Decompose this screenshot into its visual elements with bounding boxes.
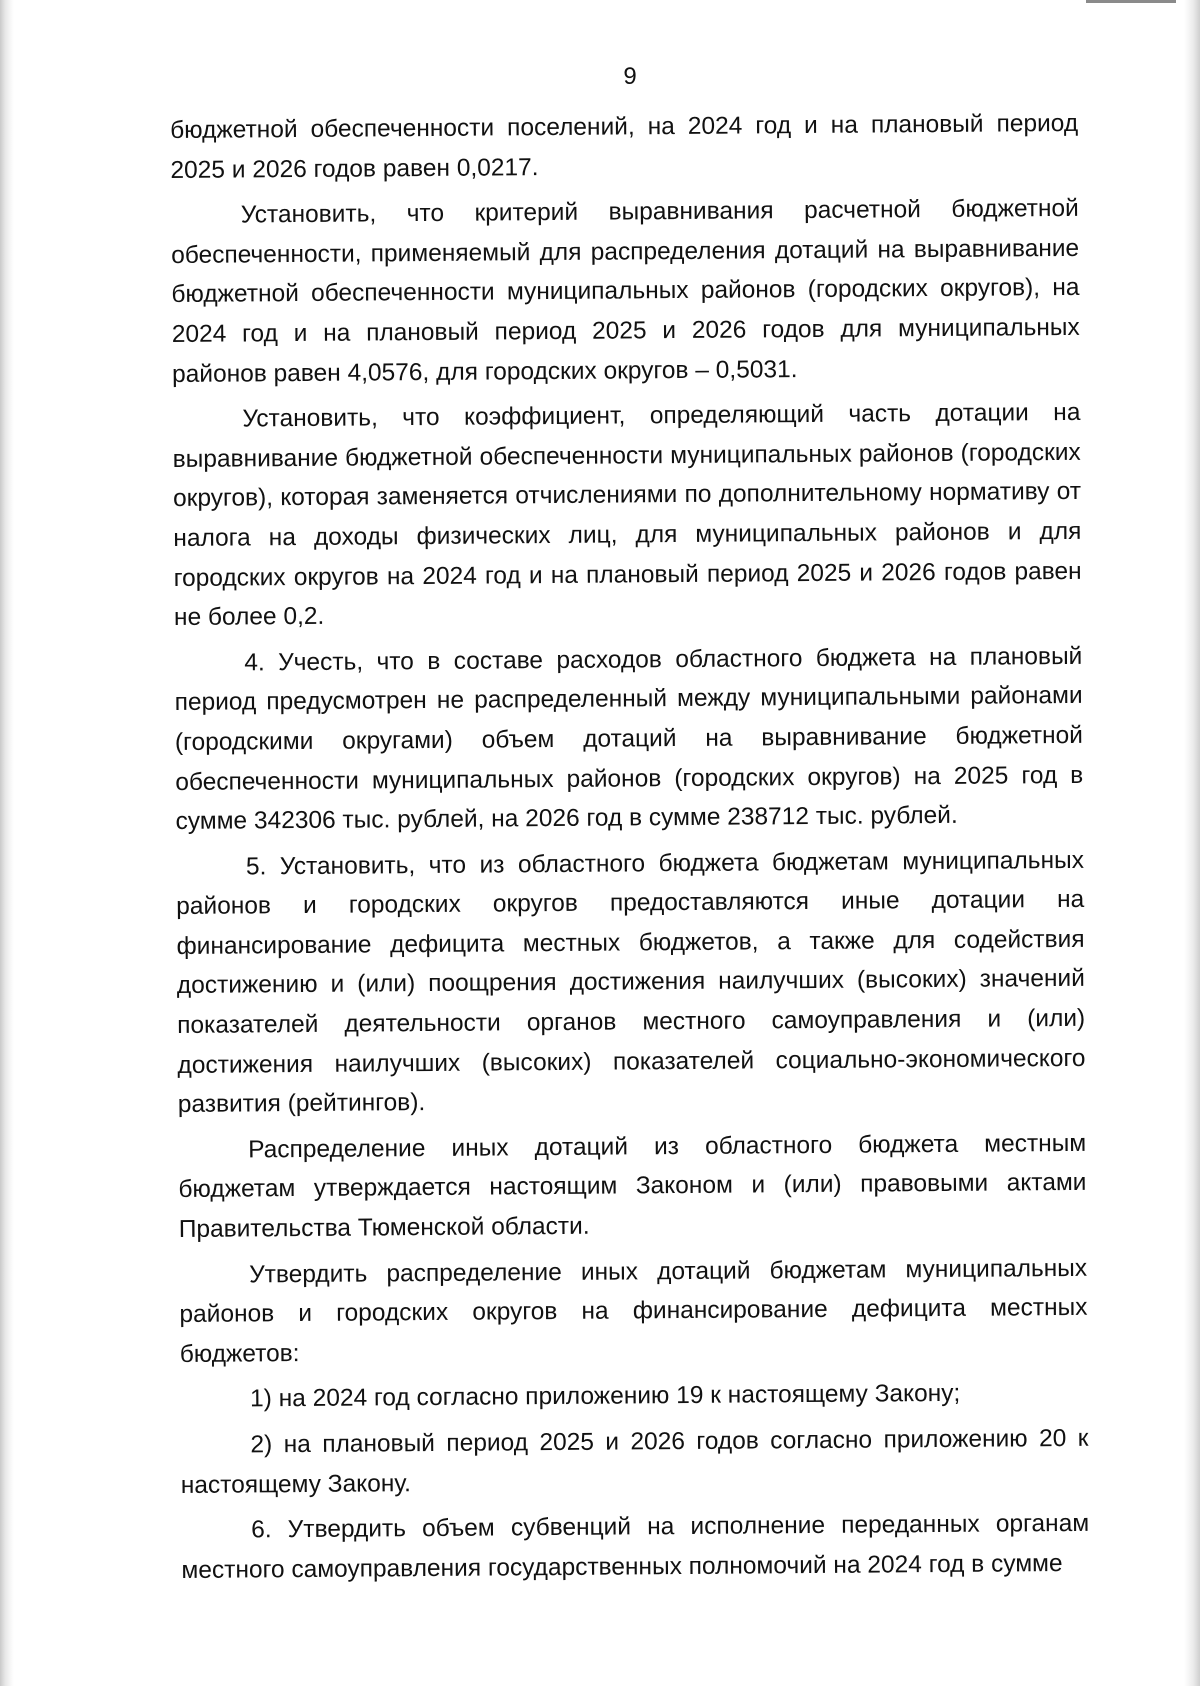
paragraph-criterion: Установить, что критерий выравнивания расчетной бюджетной обеспеченности, применяемый для распределения дотаций на выравнивание бюджетной обеспеченности муниципальных районов (городских округов), на 2024 год и на плановый период 2025 и 2026 годов для муниципальных районов равен 4,0576, для городских округов – 0,5031. [171, 195, 1080, 388]
scan-shadow-left [0, 0, 14, 1686]
page-number: 9 [623, 63, 637, 90]
paragraph-continuation: бюджетной обеспеченности поселений, на 2024 год и на плановый период 2025 и 2026 годов равен 0,0217. [170, 109, 1079, 184]
document-body [170, 104, 1090, 1596]
paragraph-coefficient: Установить, что коэффициент, определяющий часть дотации на выравнивание бюджетной обеспеченности муниципальных районов (городских округов), которая заменяется отчислениями по дополнительному нормативу от налога на доходы физических лиц, для муниципальных районов и для городских округов на 2024 год и на плановый период 2025 и 2026 годов равен не более 0,2. [172, 399, 1082, 632]
paragraph-item-5: 5. Установить, что из областного бюджета бюджетам муниципальных районов и городских округов предоставляются иные дотации на финансирование дефицита местных бюджетов, а также для содействия достижению и (или) поощрения достижения наилучших (высоких) значений показателей деятельности органов местного самоуправления и (или) достижения наилучших (высоких) показателей социально-экономического развития (рейтингов). [176, 846, 1086, 1119]
paragraph-approve-distribution: Утвердить распределение иных дотаций бюджетам муниципальных районов и городских округов на финансирование дефицита местных бюджетов: [179, 1254, 1088, 1368]
scan-shadow-right [1184, 0, 1200, 1686]
paragraph-distribution: Распределение иных дотаций из областного бюджета местным бюджетам утверждается настоящим Законом и (или) правовыми актами Правительства Тюменской области. [178, 1129, 1087, 1243]
paragraph-item-6: 6. Утвердить объем субвенций на исполнение переданных органам местного самоуправления государственных полномочий на 2024 год в сумме [181, 1510, 1090, 1584]
list-item-1: 1) на 2024 год согласно приложению 19 к настоящему Закону; [250, 1380, 961, 1413]
list-item-2: 2) на плановый период 2025 и 2026 годов согласно приложению 20 к настоящему Закону. [180, 1424, 1089, 1499]
scan-mark [1086, 0, 1176, 3]
paragraph-item-4: 4. Учесть, что в составе расходов областного бюджета на плановый период предусмотрен не распределенный между муниципальными районами (городскими округами) объем дотаций на выравнивание бюджетной обеспеченности муниципальных районов (городских округов) на 2025 год в сумме 342306 тыс. рублей, на 2026 год в сумме 238712 тыс. рублей. [174, 642, 1084, 836]
